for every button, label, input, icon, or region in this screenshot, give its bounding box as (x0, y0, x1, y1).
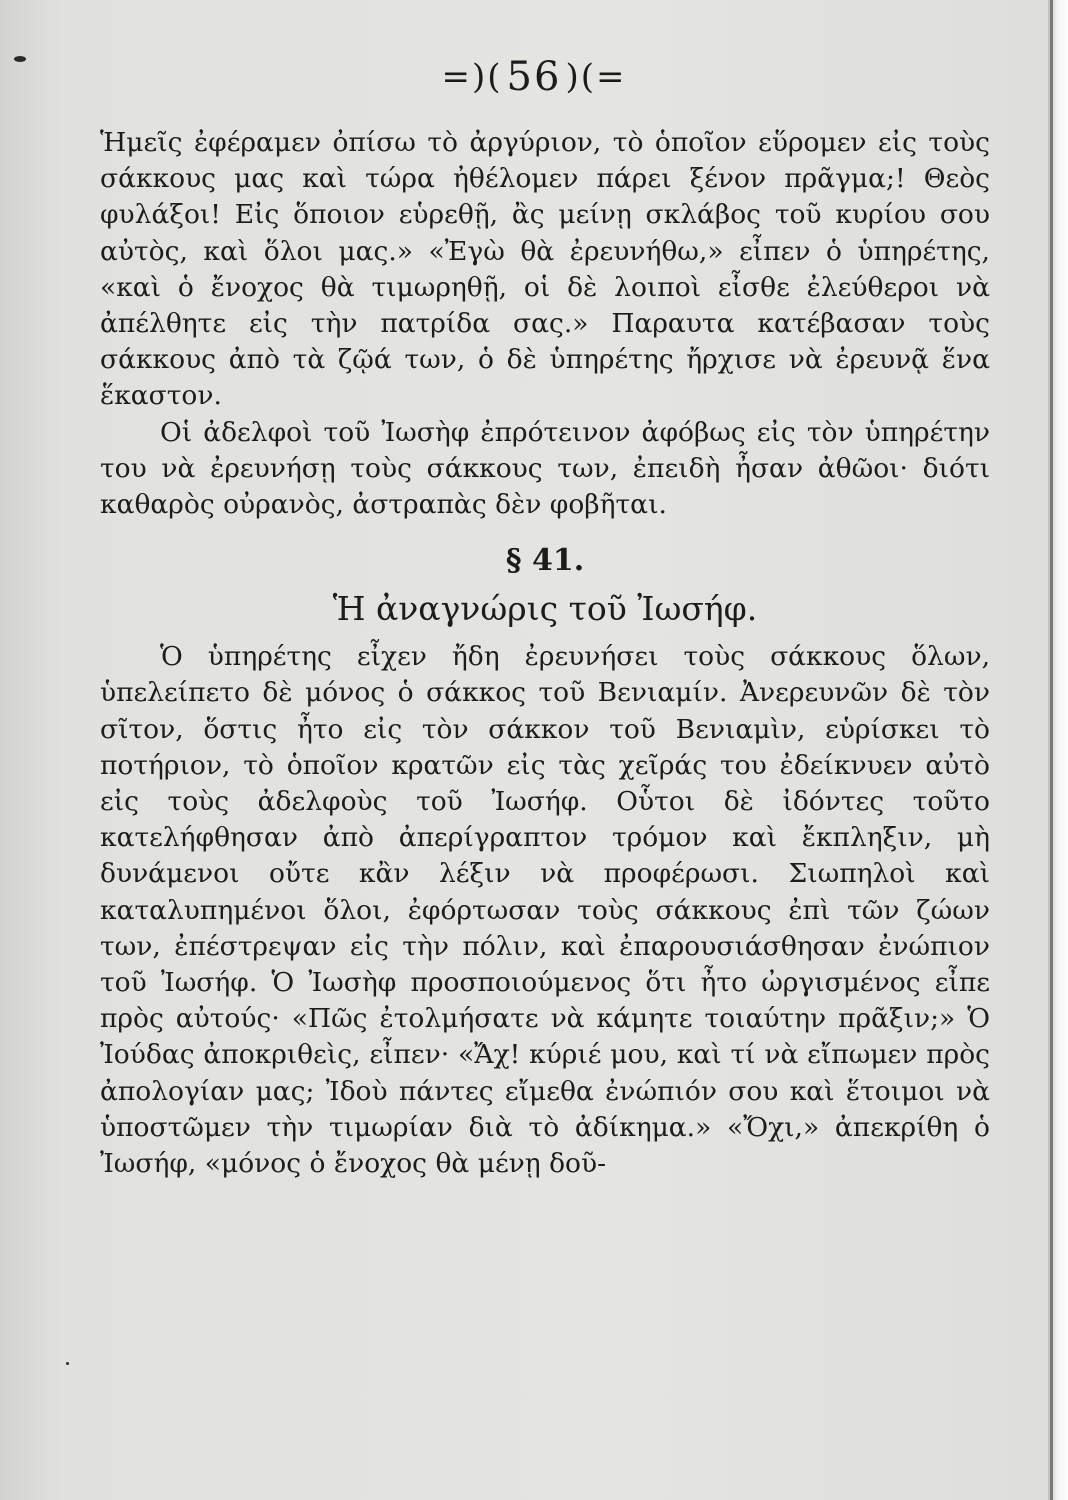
paragraph-3: Ὁ ὑπηρέτης εἶχεν ἤδη ἐρευνήσει τοὺς σάκκους ὅλων, ὑπελείπετο δὲ μόνος ὁ σάκκος τοῦ Βενιαμίν. Ἀνερευνῶν δὲ τὸν σῖτον, ὅστις ἦτο εἰς τὸν σάκκον τοῦ Βενιαμὶν, εὑρίσκει τὸ ποτήριον, τὸ ὁποῖον κρατῶν εἰς τὰς χεῖράς του ἐδείκνυεν αὐτὸ εἰς τοὺς ἀδελφοὺς τοῦ Ἰωσήφ. Οὗτοι δὲ ἰδόντες τοῦτο κατελήφθησαν ἀπὸ ἀπερίγραπτον τρόμον καὶ ἔκπληξιν, μὴ δυνάμενοι οὔτε κἂν λέξιν νὰ προφέρωσι. Σιωπηλοὶ καὶ καταλυπημένοι ὅλοι, ἐφόρτωσαν τοὺς σάκκους ἐπὶ τῶν ζώων των, ἐπέστρεψαν εἰς τὴν πόλιν, καὶ ἐπαρουσιάσθησαν ἐνώπιον τοῦ Ἰωσήφ. Ὁ Ἰωσὴφ προσποιούμενος ὅτι ἦτο ὠργισμένος εἶπε πρὸς αὐτούς· «Πῶς ἐτολμήσατε νὰ κάμητε τοιαύτην πρᾶξιν;» Ὁ Ἰούδας ἀποκριθεὶς, εἶπεν· «Ἄχ! κύριέ μου, καὶ τί νὰ εἴπωμεν πρὸς ἀπολογίαν μας; Ἰδοὺ πάντες εἴμεθα ἐνώπιόν σου καὶ ἕτοιμοι νὰ ὑποστῶμεν τὴν τιμωρίαν διὰ τὸ ἀδίκημα.» «Ὄχι,» ἀπεκρίθη ὁ Ἰωσήφ, «μόνος ὁ ἔνοχος θὰ μένῃ δοῦ- (100, 641, 990, 1180)
page-header (0, 54, 1068, 100)
header-left-ornament: =)( (441, 57, 503, 97)
header-right-ornament: )(= (565, 57, 627, 97)
section-title: Ἡ ἀναγνώρις τοῦ Ἰωσήφ. (332, 589, 758, 629)
page-binding-edge (1048, 0, 1068, 1500)
ink-speck (66, 1362, 69, 1365)
page-body-text (100, 125, 990, 1182)
page-number: 56 (506, 54, 562, 100)
paragraph-2: Οἱ ἀδελφοὶ τοῦ Ἰωσὴφ ἐπρότεινον ἀφόβως εἰς τὸν ὑπηρέτην του νὰ ἐρευνήσῃ τοὺς σάκκους των, ἐπειδὴ ἦσαν ἀθῶοι· διότι καθαρὸς οὐρανὸς, ἀστραπὰς δὲν φοβῆται. (100, 416, 990, 521)
section-number: § 41. (505, 543, 585, 579)
paragraph-1: Ἡμεῖς ἐφέραμεν ὀπίσω τὸ ἀργύριον, τὸ ὁποῖον εὕρομεν εἰς τοὺς σάκκους μας καὶ τώρα ἠθέλομεν πάρει ξένον πρᾶγμα;! Θεὸς φυλάξοι! Εἰς ὅποιον εὑρεθῇ, ἂς μείνῃ σκλάβος τοῦ κυρίου σου αὐτὸς, καὶ ὅλοι μας.» «Ἐγὼ θὰ ἐρευνήθω,» εἶπεν ὁ ὑπηρέτης, «καὶ ὁ ἔνοχος θὰ τιμωρηθῇ, οἱ δὲ λοιποὶ εἶσθε ἐλεύθεροι νὰ ἀπέλθητε εἰς τὴν πατρίδα σας.» Παραυτα κατέβασαν τοὺς σάκκους ἀπὸ τὰ ζῷά των, ὁ δὲ ὑπηρέτης ἤρχισε νὰ ἐρευνᾷ ἕνα ἕκαστον. (100, 127, 990, 412)
ink-speck (14, 56, 26, 62)
